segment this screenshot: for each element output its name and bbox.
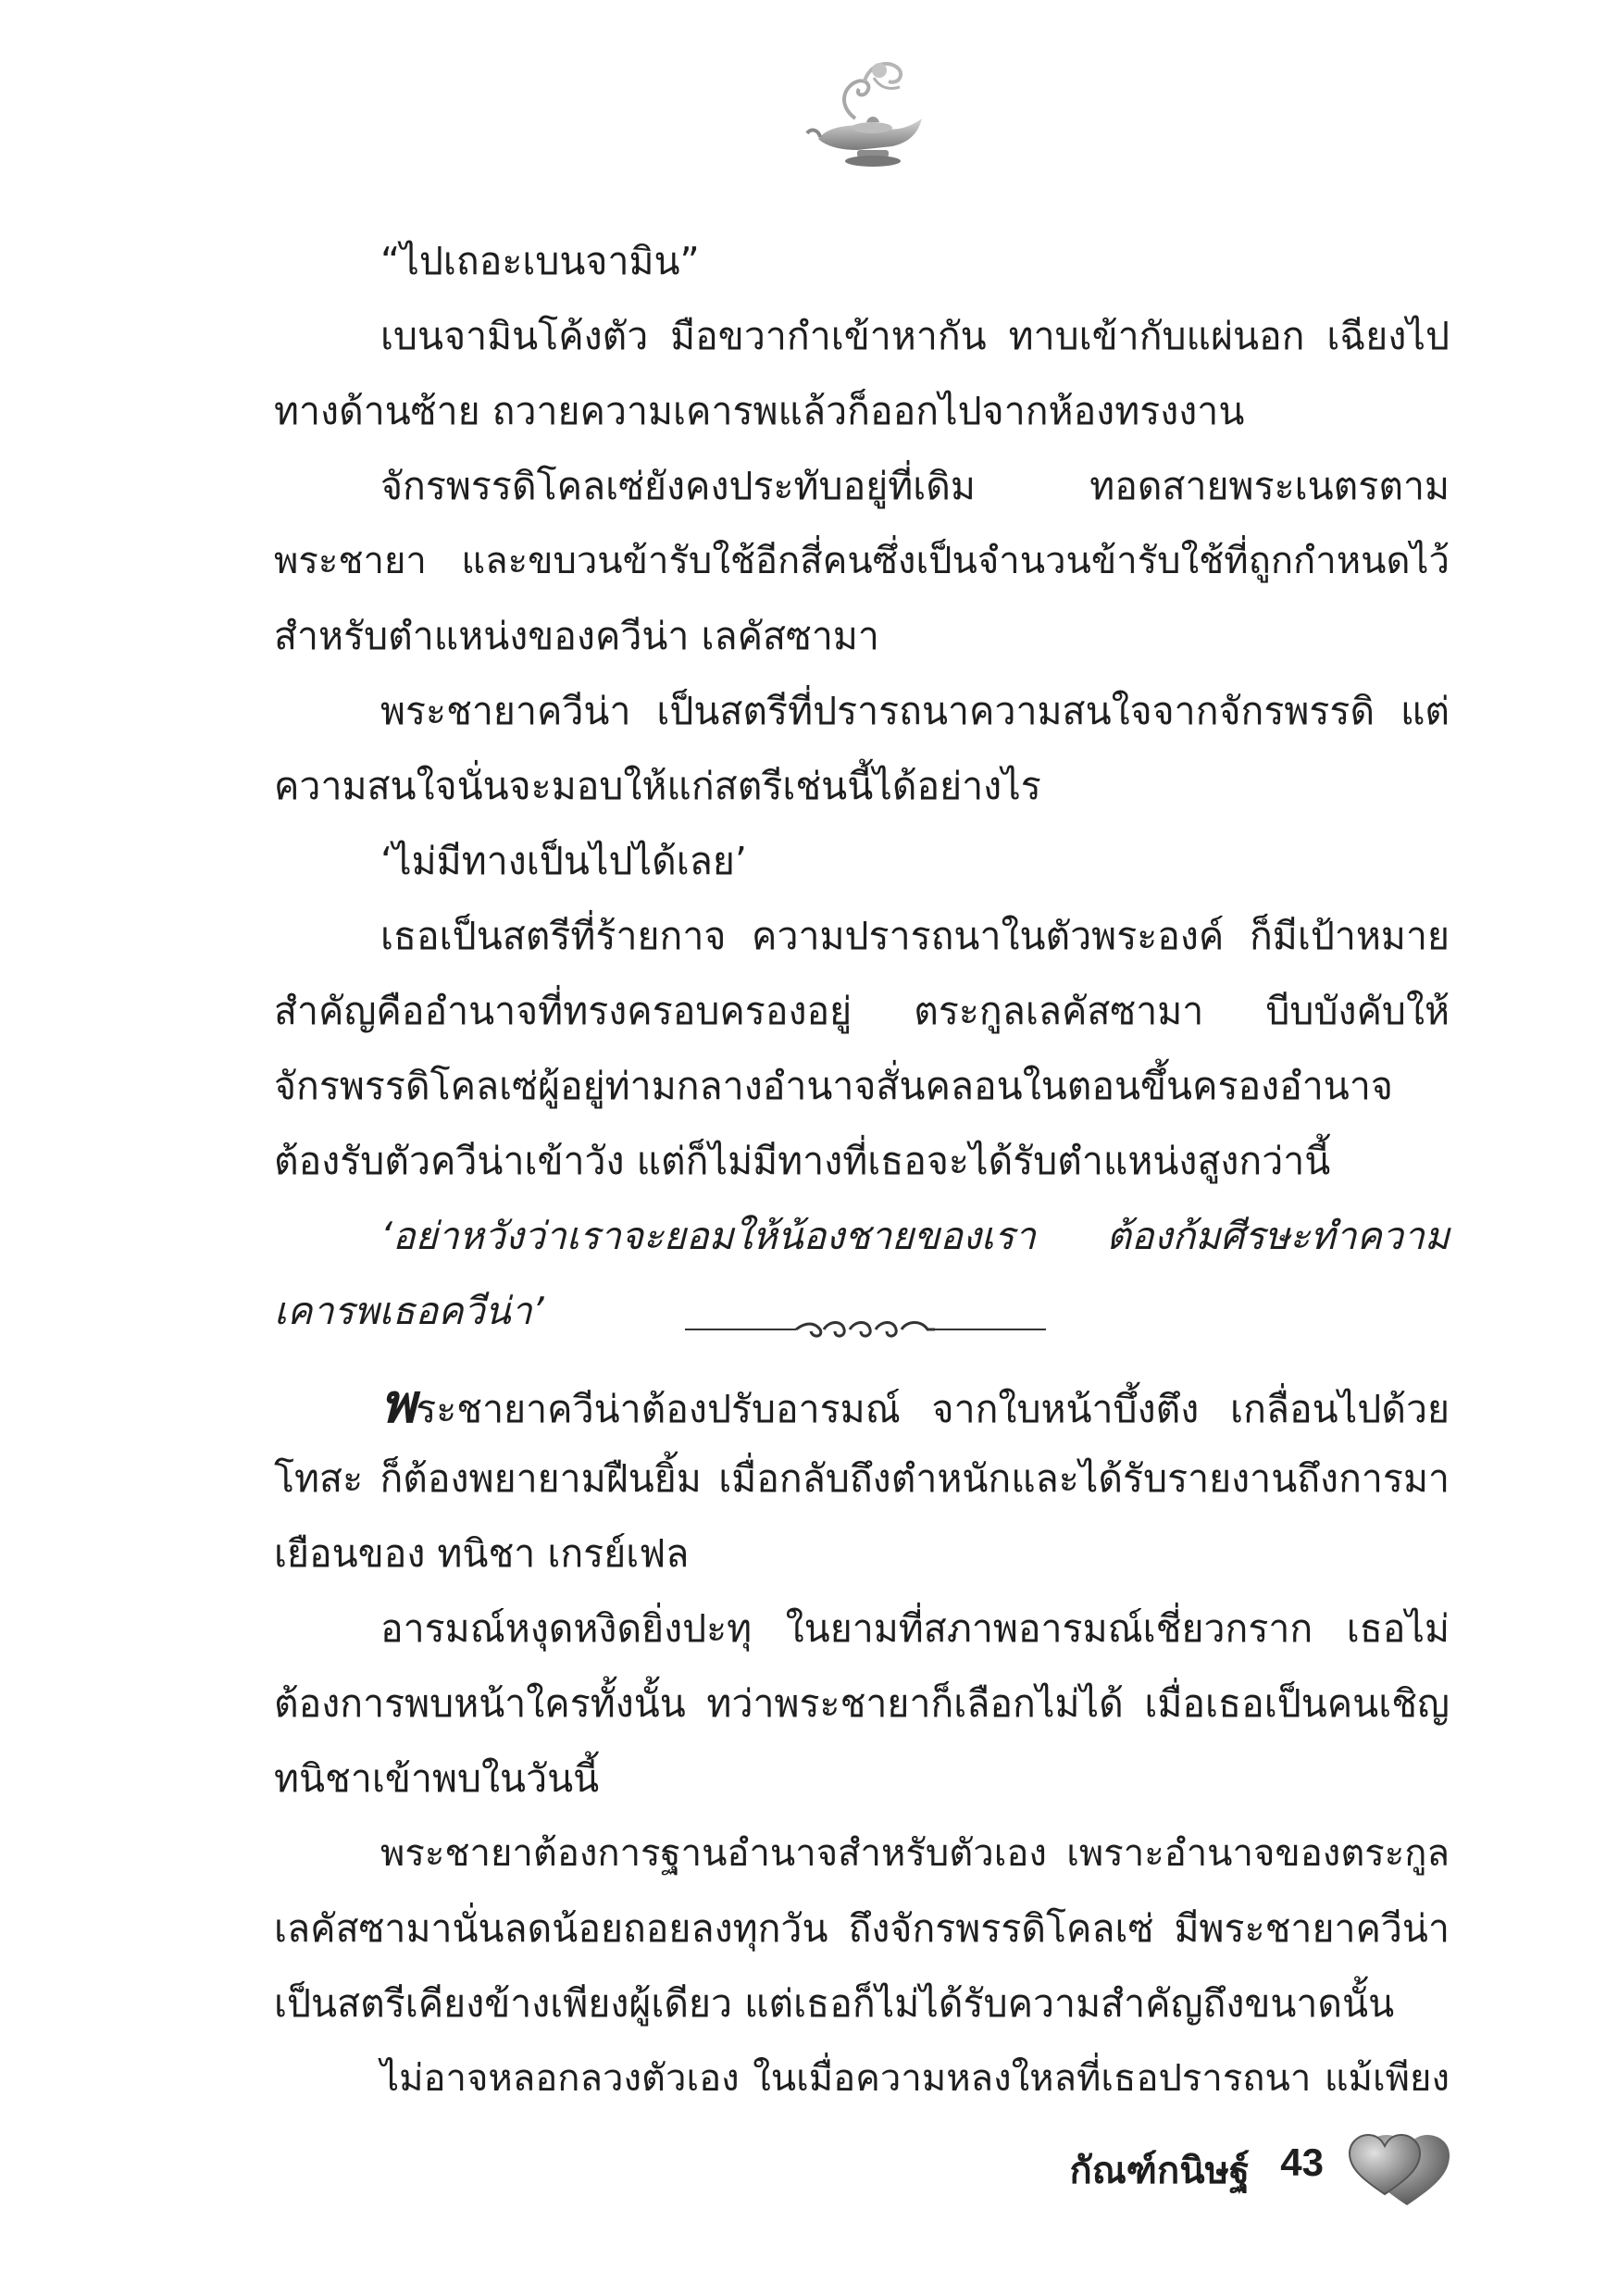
text-line-content: สำหรับตำแหน่งของควีน่า เลคัสซามา [274,614,879,658]
text-line [274,603,1450,669]
text-line [274,1745,1450,1812]
text-line-content: ‘อย่าหวังว่าเราจะยอมให้น้องชายของเรา ต้องก้มศีรษะทำความ [380,1214,1450,1258]
text-line-content: เป็นสตรีเคียงข้างเพียงผู้เดียว แต่เธอก็ไม่ได้รับความสำคัญถึงขนาดนั้น [274,1981,1395,2026]
text-line-content: ต้องรับตัวควีน่าเข้าวัง แต่ก็ไม่มีทางที่เธอจะได้รับตำแหน่งสูงกว่านี้ [274,1139,1331,1183]
text-line-content: จักรพรรดิโคลเซ่ยังคงประทับอยู่ที่เดิม ทอดสายพระเนตรตาม [380,464,1450,508]
text-line-content: ‘ไม่มีทางเป็นไปได้เลย’ [380,839,747,883]
text-line [274,678,1450,744]
text-line [274,378,1450,444]
text-line [274,453,1450,519]
text-line-content: พระชายาต้องการฐานอำนาจสำหรับตัวเอง เพราะอำนาจของตระกูล [380,1832,1450,1875]
text-line [274,528,1450,594]
text-line-content: ต้องการพบหน้าใครทั้งนั้น ทว่าพระชายาก็เลือกไม่ได้ เมื่อเธอเป็นคนเชิญ [274,1681,1450,1726]
text-line [274,2045,1450,2112]
genie-lamp-icon [800,54,939,174]
text-line-content: ไม่อาจหลอกลวงตัวเอง ในเมื่อความหลงใหลที่เธอปรารถนา แม้เพียง [380,2057,1450,2100]
ornament-divider-icon [685,1311,1046,1348]
text-line [274,1370,1450,1437]
text-line-content: สำคัญคืออำนาจที่ทรงครอบครองอยู่ ตระกูลเลคัสซามา บีบบังคับให้ [274,989,1450,1033]
text-line-content: เลคัสซามานั่นลดน้อยถอยลงทุกวัน ถึงจักรพรรดิโคลเซ่ มีพระชายาควีน่า [274,1906,1450,1951]
text-line [274,1970,1450,2037]
text-line [274,1445,1450,1512]
text-line [274,978,1450,1044]
text-line-content: เคารพเธอควีน่า’ [274,1289,544,1333]
text-line [274,228,1450,294]
text-line-content: เบนจามินโค้งตัว มือขวากำเข้าหากัน ทาบเข้ากับแผ่นอก เฉียงไป [380,314,1450,358]
text-line [274,1670,1450,1737]
text-line [274,303,1450,369]
text-line-content: พระชายาควีน่า เป็นสตรีที่ปรารถนาความสนใจจากจักรพรรดิ แต่ [380,689,1450,733]
text-line-content: ทนิชาเข้าพบในวันนี้ [274,1756,600,1801]
page-number: 43 [1280,2140,1324,2184]
text-line-content: พระชายา และขบวนข้ารับใช้อีกสี่คนซึ่งเป็นจำนวนข้ารับใช้ที่ถูกกำหนดไว้ [274,540,1450,582]
text-line [274,753,1450,819]
text-line-content: เธอเป็นสตรีที่ร้ายกาจ ความปรารถนาในตัวพระองค์ ก็มีเป้าหมาย [380,914,1450,958]
book-title: กัณฑ์กนิษฐ์ [1069,2150,1250,2192]
text-line [274,1895,1450,1962]
text-line [274,1128,1450,1194]
text-line [274,1520,1450,1587]
text-line [274,1053,1450,1119]
text-line-content: อารมณ์หงุดหงิดยิ่งปะทุ ในยามที่สภาพอารมณ์เชี่ยวกราก เธอไม่ [380,1606,1450,1651]
text-line-content: จักรพรรดิโคลเซ่ผู้อยู่ท่ามกลางอำนาจสั่นคลอนในตอนขึ้นครองอำนาจ [274,1064,1393,1108]
text-line [274,1820,1450,1887]
text-line [274,1595,1450,1662]
text-line-content: โทสะ ก็ต้องพยายามฝืนยิ้ม เมื่อกลับถึงตำหนักและได้รับรายงานถึงการมา [274,1456,1450,1501]
hearts-icon [1342,2120,1462,2213]
text-line [274,1203,1450,1269]
text-line-content: “ไปเถอะเบนจามิน” [380,239,700,283]
text-line [274,903,1450,969]
text-line [274,828,1450,894]
page-footer [926,2120,1481,2222]
text-line-content: ทางด้านซ้าย ถวายความเคารพแล้วก็ออกไปจากห้องทรงงาน [274,389,1245,433]
text-line-content: เยือนของ ทนิชา เกรย์เฟล [274,1531,690,1576]
drop-cap: พ [380,1372,417,1435]
text-line-content: ระชายาควีน่าต้องปรับอารมณ์ จากใบหน้าบึ้งตึง เกลื่อนไปด้วย [416,1387,1450,1431]
text-line-content: ความสนใจนั่นจะมอบให้แก่สตรีเช่นนี้ได้อย่างไร [274,764,1041,808]
